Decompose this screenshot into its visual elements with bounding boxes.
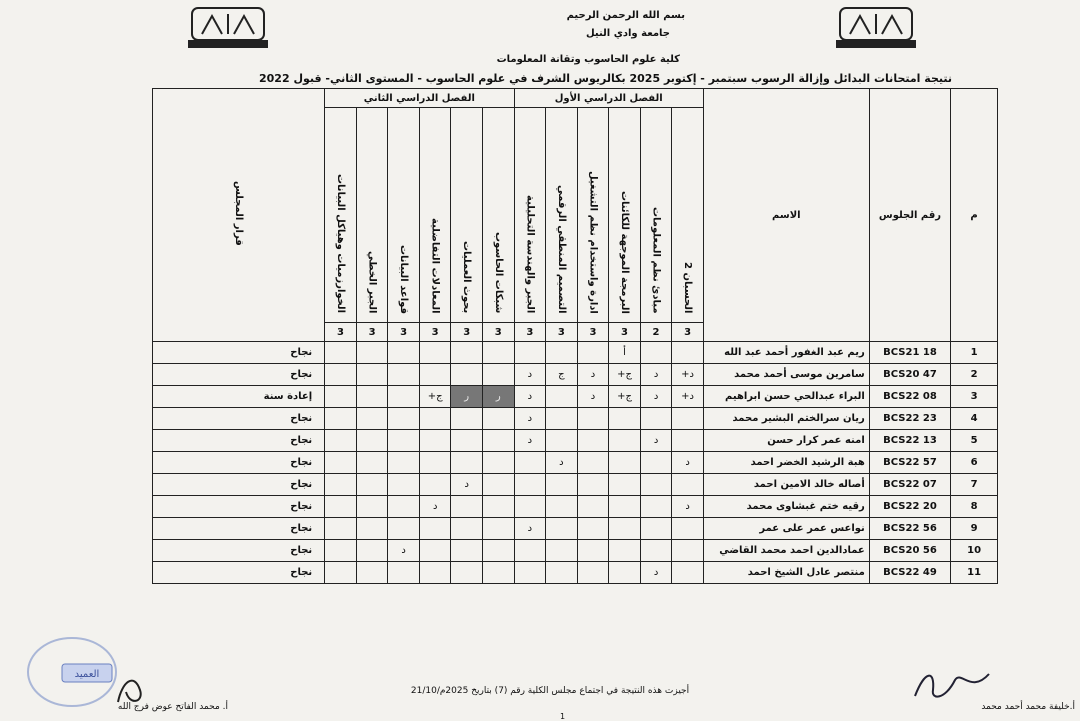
council-decision: نجاح: [153, 430, 325, 452]
council-decision: نجاح: [153, 342, 325, 364]
table-row: [153, 386, 998, 408]
grade-cell: د: [514, 386, 546, 408]
row-number: 5: [951, 430, 998, 452]
table-row: [153, 496, 998, 518]
credit-hours: 2: [640, 323, 672, 342]
council-decision: نجاح: [153, 562, 325, 584]
table-row: [153, 474, 998, 496]
grade-cell: د: [451, 474, 483, 496]
grade-cell: [640, 408, 672, 430]
council-decision: إعادة سنة: [153, 386, 325, 408]
seat-number: BCS22 57: [869, 452, 950, 474]
grade-cell: [609, 518, 641, 540]
grade-cell: د: [577, 364, 609, 386]
credit-hours: 3: [672, 323, 704, 342]
semester-header-row: [153, 89, 998, 108]
grade-cell: [482, 540, 514, 562]
grade-cell: [451, 408, 483, 430]
grade-cell: [325, 408, 357, 430]
grade-cell: [356, 562, 388, 584]
grade-cell: [609, 452, 641, 474]
council-decision: نجاح: [153, 518, 325, 540]
grade-cell: [514, 540, 546, 562]
grade-cell: [388, 386, 420, 408]
table-row: [153, 452, 998, 474]
grade-cell: [546, 518, 578, 540]
grade-cell: [482, 342, 514, 364]
grade-cell: [546, 496, 578, 518]
grade-cell: ج: [546, 364, 578, 386]
semester-2-header: الفصل الدراسي الثاني: [325, 89, 514, 108]
grade-cell: [609, 540, 641, 562]
grade-cell: [514, 452, 546, 474]
grade-cell: [640, 474, 672, 496]
stamp-label: العميد: [74, 669, 100, 680]
grade-cell: [419, 452, 451, 474]
seat-number: BCS22 13: [869, 430, 950, 452]
grade-cell: [482, 364, 514, 386]
course-header: التصميم المنطقي الرقمي: [546, 108, 578, 323]
grade-cell: [356, 342, 388, 364]
seat-number: BCS20 56: [869, 540, 950, 562]
credit-hours: 3: [388, 323, 420, 342]
grade-cell: [451, 364, 483, 386]
grade-cell: [609, 474, 641, 496]
seat-number: BCS22 20: [869, 496, 950, 518]
course-header: ادارة واستخدام نظم التشغيل: [577, 108, 609, 323]
grade-cell: [325, 386, 357, 408]
grade-cell: [640, 452, 672, 474]
grade-cell: [388, 408, 420, 430]
council-decision: نجاح: [153, 452, 325, 474]
seat-number: BCS22 49: [869, 562, 950, 584]
grade-cell: [388, 364, 420, 386]
course-header: بحوث العمليات: [451, 108, 483, 323]
grade-cell: [388, 562, 420, 584]
grade-cell: [672, 408, 704, 430]
grade-cell: [356, 452, 388, 474]
grade-cell: [388, 452, 420, 474]
course-header: مبادئ نظم المعلومات: [640, 108, 672, 323]
seat-number: BCS21 18: [869, 342, 950, 364]
grade-cell: [672, 562, 704, 584]
grade-cell: [419, 518, 451, 540]
grade-cell: [419, 364, 451, 386]
grade-cell: د: [640, 364, 672, 386]
grade-cell: [325, 562, 357, 584]
credit-hours: 3: [546, 323, 578, 342]
grade-cell: [577, 496, 609, 518]
student-name: منتصر عادل الشيخ احمد: [703, 562, 869, 584]
credit-hours: 3: [356, 323, 388, 342]
grade-cell: د: [388, 540, 420, 562]
student-name: سامرين موسى أحمد محمد: [703, 364, 869, 386]
credit-hours: 3: [482, 323, 514, 342]
grade-cell: [546, 408, 578, 430]
row-number: 3: [951, 386, 998, 408]
student-name: رقيه ختم غبشاوى محمد: [703, 496, 869, 518]
grade-cell: [577, 540, 609, 562]
row-number: 7: [951, 474, 998, 496]
column-header-name: الاسم: [703, 89, 869, 342]
table-row: [153, 364, 998, 386]
grade-cell: [419, 474, 451, 496]
student-name: هبة الرشيد الخضر احمد: [703, 452, 869, 474]
grade-cell: [451, 342, 483, 364]
credit-hours: 3: [451, 323, 483, 342]
grade-cell: د: [514, 430, 546, 452]
grade-cell: [577, 518, 609, 540]
faculty-stamp: [22, 632, 152, 712]
grade-cell: د: [577, 386, 609, 408]
grade-cell: [356, 430, 388, 452]
grade-cell: [388, 430, 420, 452]
university-name: جامعة وادي النيل: [585, 28, 670, 39]
council-decision: نجاح: [153, 474, 325, 496]
grade-cell: د+: [672, 386, 704, 408]
row-number: 10: [951, 540, 998, 562]
grade-cell: [482, 474, 514, 496]
grade-cell: [514, 562, 546, 584]
grade-cell: [482, 430, 514, 452]
grade-cell: [672, 342, 704, 364]
table-row: [153, 540, 998, 562]
column-header-m: م: [951, 89, 998, 342]
table-row: [153, 342, 998, 364]
seat-number: BCS20 47: [869, 364, 950, 386]
student-name: ريم عبد الغفور أحمد عبد الله: [703, 342, 869, 364]
column-header-decision: قرار المجلس: [153, 89, 325, 342]
grade-cell: [577, 430, 609, 452]
page-number: 1: [560, 712, 566, 721]
grade-cell: د+: [672, 364, 704, 386]
grade-cell: ج+: [609, 364, 641, 386]
credit-hours: 3: [514, 323, 546, 342]
table-row: [153, 430, 998, 452]
grade-cell: د: [514, 408, 546, 430]
grade-cell: [546, 386, 578, 408]
grade-cell: [482, 518, 514, 540]
grade-cell: د: [640, 386, 672, 408]
grade-cell: [672, 474, 704, 496]
grade-cell: د: [672, 496, 704, 518]
grade-cell: [672, 518, 704, 540]
credit-hours: 3: [577, 323, 609, 342]
grade-cell: [546, 474, 578, 496]
table-row: [153, 518, 998, 540]
grade-cell: [609, 562, 641, 584]
course-header: قواعد البيانات: [388, 108, 420, 323]
grade-cell: [325, 430, 357, 452]
signature-right: [905, 660, 995, 706]
credit-hours: 3: [325, 323, 357, 342]
grade-cell: [577, 408, 609, 430]
row-number: 2: [951, 364, 998, 386]
grade-cell: [419, 562, 451, 584]
grade-cell: [388, 496, 420, 518]
grade-cell: [546, 430, 578, 452]
grade-cell: د: [514, 364, 546, 386]
grade-cell: [325, 364, 357, 386]
table-row: [153, 408, 998, 430]
row-number: 4: [951, 408, 998, 430]
seat-number: BCS22 56: [869, 518, 950, 540]
student-name: نواعس عمر على عمر: [703, 518, 869, 540]
row-number: 11: [951, 562, 998, 584]
grade-cell: [482, 496, 514, 518]
course-header: الجبر الخطي: [356, 108, 388, 323]
grade-cell: [609, 496, 641, 518]
seat-number: BCS22 08: [869, 386, 950, 408]
seat-number: BCS22 07: [869, 474, 950, 496]
grade-cell: [451, 430, 483, 452]
grade-cell: [577, 474, 609, 496]
grade-cell: د: [419, 496, 451, 518]
credit-hours: 3: [419, 323, 451, 342]
course-header: الجبر والهندسة التحليلية: [514, 108, 546, 323]
grade-cell: [419, 342, 451, 364]
grade-cell: [451, 562, 483, 584]
grade-cell: [514, 342, 546, 364]
faculty-name: كلية علوم الحاسوب وتقانة المعلومات: [496, 54, 680, 65]
row-number: 6: [951, 452, 998, 474]
grade-cell: د: [672, 452, 704, 474]
grade-cell: [451, 452, 483, 474]
row-number: 1: [951, 342, 998, 364]
grade-cell: [672, 540, 704, 562]
grade-cell: [388, 474, 420, 496]
course-header: البرمجة الموجهة للكائنات: [609, 108, 641, 323]
student-name: عمادالدين احمد محمد القاضي: [703, 540, 869, 562]
grade-cell: د: [640, 430, 672, 452]
grade-cell: د: [640, 562, 672, 584]
grade-cell: [577, 562, 609, 584]
course-header: الحسبان 2: [672, 108, 704, 323]
grade-cell: ر: [451, 386, 483, 408]
grade-cell: [325, 496, 357, 518]
grade-cell: [419, 408, 451, 430]
grade-cell: [609, 408, 641, 430]
grade-cell: [419, 430, 451, 452]
student-name: البراء عبدالحي حسن ابراهيم: [703, 386, 869, 408]
grade-cell: [482, 452, 514, 474]
grade-cell: [356, 364, 388, 386]
grade-cell: [325, 342, 357, 364]
grade-cell: أ: [609, 342, 641, 364]
grade-cell: ج+: [419, 386, 451, 408]
grade-cell: [356, 474, 388, 496]
column-header-seat: رقم الجلوس: [869, 89, 950, 342]
grade-cell: [451, 540, 483, 562]
grade-cell: [514, 474, 546, 496]
grade-cell: [356, 496, 388, 518]
council-decision: نجاح: [153, 496, 325, 518]
course-header: شبكات الحاسوب: [482, 108, 514, 323]
signatory-left: أ. محمد الفاتح عوض فرج الله: [117, 702, 228, 712]
grade-cell: [546, 562, 578, 584]
grade-cell: [325, 474, 357, 496]
student-name: أصاله خالد الامين احمد: [703, 474, 869, 496]
grade-cell: د: [514, 518, 546, 540]
grade-cell: [546, 342, 578, 364]
grade-cell: [356, 386, 388, 408]
grade-cell: ج+: [609, 386, 641, 408]
grade-cell: [356, 408, 388, 430]
grade-cell: [640, 342, 672, 364]
credit-hours: 3: [609, 323, 641, 342]
semester-1-header: الفصل الدراسي الأول: [514, 89, 703, 108]
course-header: المعادلات التفاضلية: [419, 108, 451, 323]
seat-number: BCS22 23: [869, 408, 950, 430]
grade-cell: [388, 518, 420, 540]
council-decision: نجاح: [153, 364, 325, 386]
grade-cell: [419, 540, 451, 562]
grade-cell: [640, 496, 672, 518]
course-header: الخوارزميات وهياكل البيانات: [325, 108, 357, 323]
signatory-right: أ.خليفة محمد أحمد محمد: [981, 702, 1075, 712]
student-name: ريان سرالختم البشير محمد: [703, 408, 869, 430]
student-name: امنه عمر كرار حسن: [703, 430, 869, 452]
document-title: نتيجة امتحانات البدائل وإزالة الرسوب سبتمبر - إكتوبر 2025 بكالريوس الشرف في علوم الحاسوب - المستوى الثاني- قبول 2022: [259, 72, 952, 85]
grade-cell: [325, 540, 357, 562]
grade-cell: [356, 518, 388, 540]
grade-cell: [451, 496, 483, 518]
grade-cell: [356, 540, 388, 562]
grade-cell: [451, 518, 483, 540]
grade-cell: [577, 342, 609, 364]
grade-cell: [482, 408, 514, 430]
row-number: 9: [951, 518, 998, 540]
grade-cell: [514, 496, 546, 518]
council-decision: نجاح: [153, 540, 325, 562]
council-decision: نجاح: [153, 408, 325, 430]
approval-note: أجيزت هذه النتيجة في اجتماع مجلس الكلية رقم (7) بتاريخ 2025م/21/10: [410, 686, 690, 696]
grade-cell: [482, 562, 514, 584]
grade-cell: د: [546, 452, 578, 474]
row-number: 8: [951, 496, 998, 518]
document-header: [0, 8, 1080, 88]
results-table: [152, 88, 998, 584]
grade-cell: [325, 518, 357, 540]
grade-cell: [640, 518, 672, 540]
grade-cell: ر: [482, 386, 514, 408]
grade-cell: [672, 430, 704, 452]
grade-cell: [325, 452, 357, 474]
table-row: [153, 562, 998, 584]
grade-cell: [577, 452, 609, 474]
grade-cell: [388, 342, 420, 364]
grade-cell: [546, 540, 578, 562]
basmala: بسم الله الرحمن الرحيم: [566, 10, 685, 21]
grade-cell: [640, 540, 672, 562]
grade-cell: [609, 430, 641, 452]
